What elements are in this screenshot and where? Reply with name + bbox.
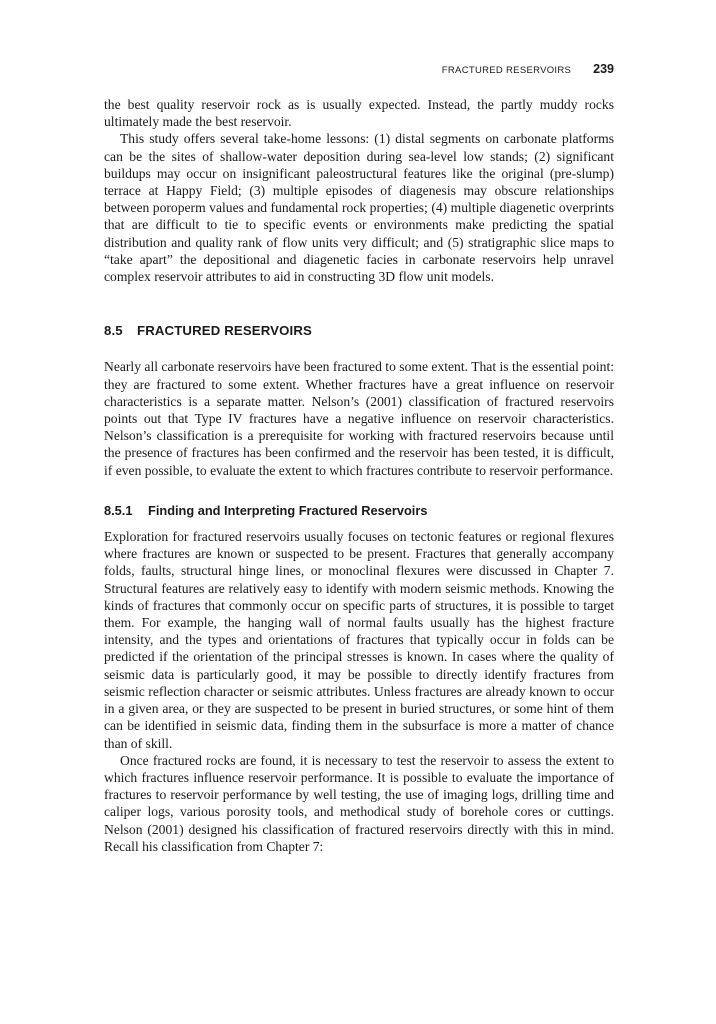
subsection-number: 8.5.1	[104, 502, 133, 518]
subsection-title: Finding and Interpreting Fractured Reservoirs	[148, 502, 428, 518]
paragraph-testing: Once fractured rocks are found, it is necessary to test the reservoir to assess the extent to which fractures influence reservoir performance. It is possible to evaluate the importance of fractures to reservoir performance by well testing, the use of imaging logs, drilling time and caliper logs, various porosity tools, and methodical study of borehole cores or cuttings. Nelson (2001) designed his classification of fractured reservoirs directly with this in mind. Recall his classification from Chapter 7:	[104, 752, 614, 854]
paragraph-lessons: This study offers several take-home lessons: (1) distal segments on carbonate platforms can be the sites of shallow-water deposition during sea-level low stands; (2) significant buildups may occur on insignificant paleostructural features like the original (pre-slump) terrace at Happy Field; (3) multiple episodes of diagenesis may obscure relationships between poroperm values and fundamental rock properties; (4) multiple diagenetic overprints that are difficult to tie to specific events or environments make predicting the spatial distribution and quality rank of flow units very difficult; and (5) stratigraphic slice maps to “take apart” the depositional and diagenetic facies in carbonate reservoirs help unravel complex reservoir attributes to aid in constructing 3D flow unit models.	[104, 131, 614, 285]
subsection-heading	[104, 502, 614, 519]
section-number: 8.5	[104, 323, 123, 339]
paragraph-continued: the best quality reservoir rock as is usually expected. Instead, the partly muddy rocks ultimately made the best reservoir.	[104, 97, 614, 130]
page-body	[104, 96, 614, 855]
running-title: FRACTURED RESERVOIRS	[441, 65, 572, 76]
running-header	[104, 60, 614, 80]
section-heading	[104, 322, 614, 339]
paragraph-fractured-intro: Nearly all carbonate reservoirs have been fractured to some extent. That is the essential point: they are fractured to some extent. Whether fractures have a great influence on reservoir characteristics is a separate matter. Nelson’s (2001) classification of fractured reservoirs points out that Type IV fractures have a negative influence on reservoir characteristics. Nelson’s classification is a prerequisite for working with fractured reservoirs because until the presence of fractures has been confirmed and the reservoir has been tested, it is difficult, if even possible, to evaluate the extent to which fractures contribute to reservoir performance.	[104, 359, 614, 478]
page-number: 239	[593, 62, 614, 76]
paragraph-exploration: Exploration for fractured reservoirs usually focuses on tectonic features or regional flexures where fractures are known or suspected to be present. Fractures that generally accompany folds, faults, structural hinge lines, or monoclinal flexures were discussed in Chapter 7. Structural features are relatively easy to identify with modern seismic methods. Knowing the kinds of fractures that commonly occur on specific parts of structures, it is possible to target them. For example, the hanging wall of normal faults usually has the highest fracture intensity, and the types and orientations of fractures that typically occur in folds can be predicted if the orientation of the principal stresses is known. In cases where the quality of seismic data is particularly good, it may be possible to directly identify fractures from seismic reflection character or seismic attributes. Unless fractures are already known to occur in a given area, or they are suspected to be present in buried structures, or some hint of them can be identified in seismic data, finding them in the subsurface is more a matter of chance than of skill.	[104, 529, 614, 751]
section-title: FRACTURED RESERVOIRS	[137, 323, 312, 339]
